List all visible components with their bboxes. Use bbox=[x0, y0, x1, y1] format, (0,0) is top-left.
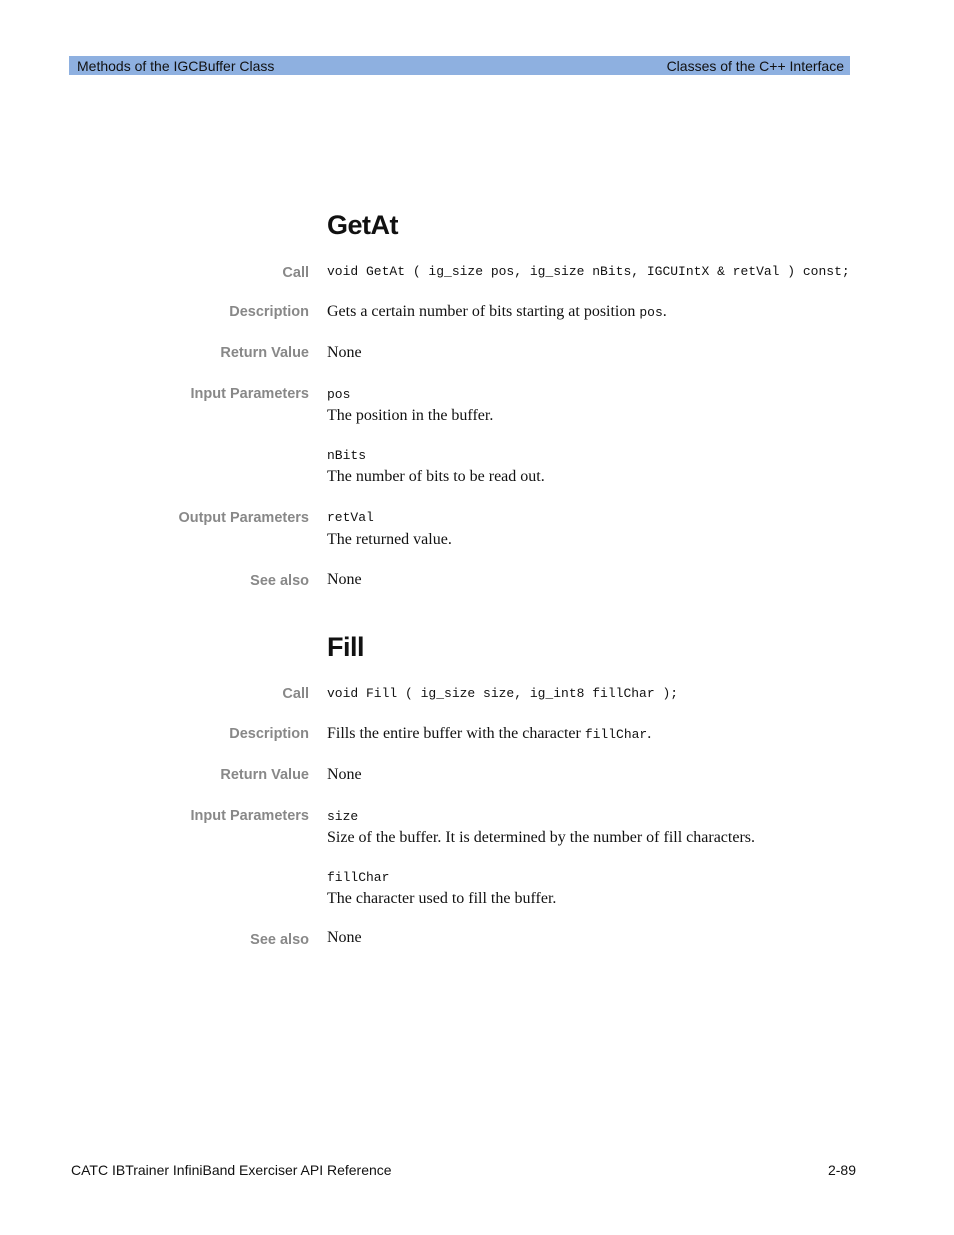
fill-see-also-value: None bbox=[327, 929, 362, 946]
getat-description-label: Description bbox=[229, 304, 309, 320]
getat-input-name-pos: pos bbox=[327, 387, 351, 402]
getat-output-label: Output Parameters bbox=[178, 510, 309, 526]
running-header bbox=[69, 56, 850, 75]
getat-return-label: Return Value bbox=[220, 345, 309, 361]
fill-input-name-fillchar: fillChar bbox=[327, 870, 390, 885]
footer-document-title: CATC IBTrainer InfiniBand Exerciser API Reference bbox=[71, 1162, 392, 1178]
getat-return-value: None bbox=[327, 344, 362, 361]
fill-description-text: Fills the entire buffer with the character bbox=[327, 725, 585, 742]
getat-input-label: Input Parameters bbox=[190, 386, 309, 402]
header-chapter-title: Classes of the C++ Interface bbox=[666, 58, 844, 74]
getat-title: GetAt bbox=[327, 210, 398, 240]
fill-input-label: Input Parameters bbox=[190, 808, 309, 824]
fill-input-desc-size: Size of the buffer. It is determined by the number of fill characters. bbox=[327, 829, 755, 846]
footer-page-number: 2-89 bbox=[827, 1162, 856, 1178]
fill-see-also-label: See also bbox=[250, 932, 309, 948]
fill-call-label: Call bbox=[282, 686, 309, 702]
fill-return-label: Return Value bbox=[220, 767, 309, 783]
getat-output-desc-retval: The returned value. bbox=[327, 531, 452, 548]
getat-see-also-value: None bbox=[327, 571, 362, 588]
getat-description bbox=[327, 302, 667, 323]
getat-output-name-retval: retVal bbox=[327, 510, 374, 525]
fill-call-signature: void Fill ( ig_size size, ig_int8 fillChar ); bbox=[327, 686, 679, 701]
fill-description bbox=[327, 724, 651, 745]
fill-input-desc-fillchar: The character used to fill the buffer. bbox=[327, 890, 557, 907]
getat-input-name-nbits: nBits bbox=[327, 448, 367, 463]
getat-call-signature: void GetAt ( ig_size pos, ig_size nBits, IGCUIntX & retVal ) const; bbox=[327, 264, 850, 279]
fill-return-value: None bbox=[327, 766, 362, 783]
fill-input-name-size: size bbox=[327, 809, 359, 824]
getat-input-desc-pos: The position in the buffer. bbox=[327, 407, 494, 424]
getat-description-text: Gets a certain number of bits starting at position bbox=[327, 303, 640, 320]
fill-title: Fill bbox=[327, 632, 364, 662]
fill-description-code: fillChar bbox=[584, 727, 648, 742]
getat-description-code: pos bbox=[639, 305, 663, 320]
header-chapter-section: Methods of the IGCBuffer Class bbox=[77, 58, 275, 74]
getat-call-label: Call bbox=[282, 265, 309, 281]
fill-description-end: . bbox=[647, 725, 652, 742]
getat-description-end: . bbox=[662, 303, 667, 320]
getat-input-desc-nbits: The number of bits to be read out. bbox=[327, 468, 545, 485]
getat-see-also-label: See also bbox=[250, 573, 309, 589]
fill-description-label: Description bbox=[229, 726, 309, 742]
